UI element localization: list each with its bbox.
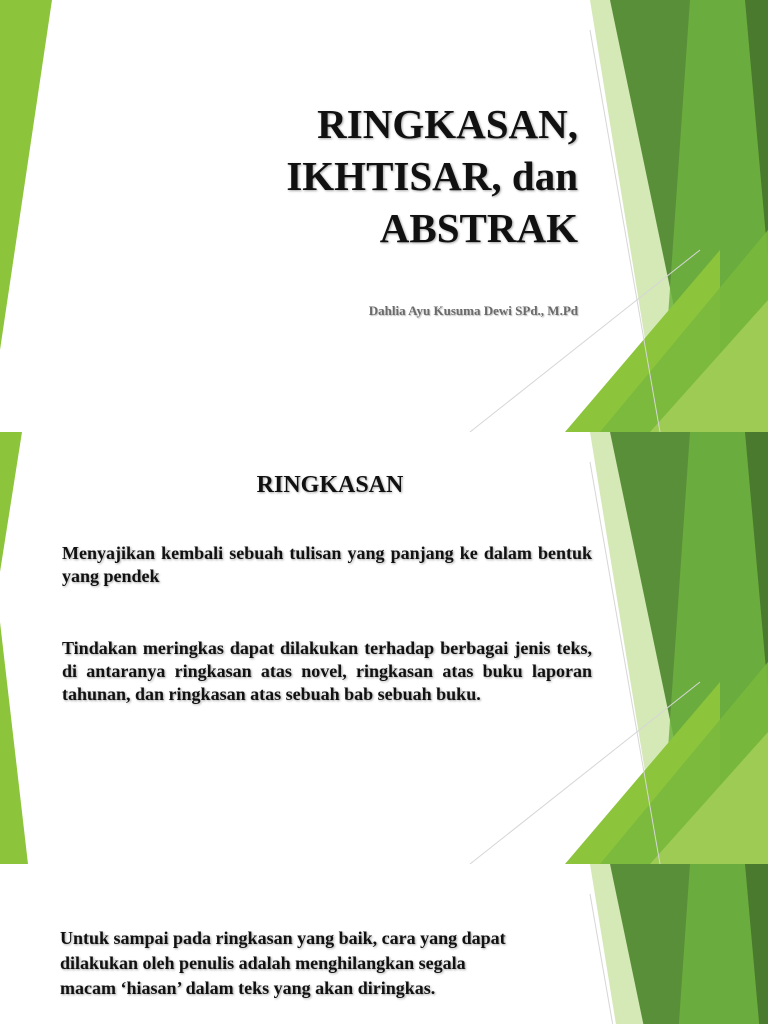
section-heading: RINGKASAN [256, 472, 404, 498]
tips-paragraph [60, 926, 630, 1001]
tips-slide [0, 864, 768, 1024]
title-line: RINGKASAN, [317, 101, 578, 147]
ringkasan-slide [0, 432, 768, 864]
title-slide [0, 0, 768, 432]
tips-line: dilakukan oleh penulis adalah menghilangkan segala [60, 953, 466, 973]
author-name: Dahlia Ayu Kusuma Dewi SPd., M.Pd [368, 303, 578, 318]
description-paragraph: Tindakan meringkas dapat dilakukan terhadap berbagai jenis teks, di antaranya ringkasan atas novel, ringkasan atas buku laporan tahunan, dan ringkasan atas sebuah bab sebuah buku. [62, 638, 592, 704]
tips-line: macam ‘hiasan’ dalam teks yang akan diringkas. [60, 978, 436, 998]
definition-paragraph: Menyajikan kembali sebuah tulisan yang panjang ke dalam bentuk yang pendek [62, 543, 592, 586]
title-line: ABSTRAK [379, 205, 578, 251]
title-line: IKHTISAR, dan [286, 153, 578, 199]
presentation-title [138, 98, 578, 254]
tips-line: Untuk sampai pada ringkasan yang baik, cara yang dapat [60, 928, 506, 948]
